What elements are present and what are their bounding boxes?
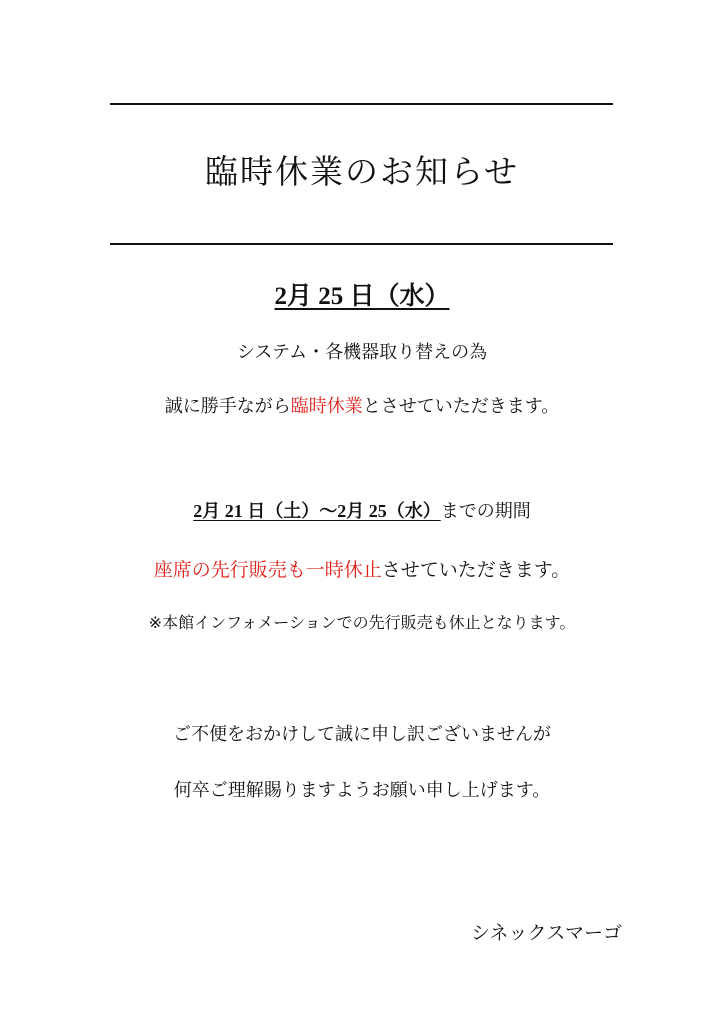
- presale-highlight: 座席の先行販売も一時休止: [153, 559, 382, 581]
- bottom-divider: [110, 243, 613, 245]
- closure-statement-post: とさせていただきます。: [362, 396, 560, 417]
- period-dates: 2月 21 日（土）～2月 25（水）: [193, 501, 441, 521]
- closure-date: 2月 25 日（水）: [274, 283, 450, 310]
- closure-reason: システム・各機器取り替えの為: [236, 342, 488, 363]
- presale-suspension: [0, 555, 724, 582]
- suspension-period: [0, 497, 724, 523]
- closure-statement-pre: 誠に勝手ながら: [164, 396, 291, 417]
- apology-line-1: ご不便をおかけして誠に申し訳ございませんが: [173, 724, 551, 745]
- period-suffix: までの期間: [440, 501, 531, 522]
- presale-post: させていただきます。: [381, 559, 571, 581]
- closure-highlight: 臨時休業: [290, 396, 363, 417]
- apology-line-2: 何卒ご理解賜りますようお願い申し上げます。: [173, 780, 551, 801]
- notice-title: 臨時休業のお知らせ: [204, 152, 519, 191]
- top-divider: [110, 103, 613, 105]
- closure-statement: [0, 392, 724, 418]
- info-desk-note: ※本館インフォメーションでの先行販売も休止となります。: [148, 613, 576, 632]
- signature: シネックスマーゴ: [471, 922, 622, 944]
